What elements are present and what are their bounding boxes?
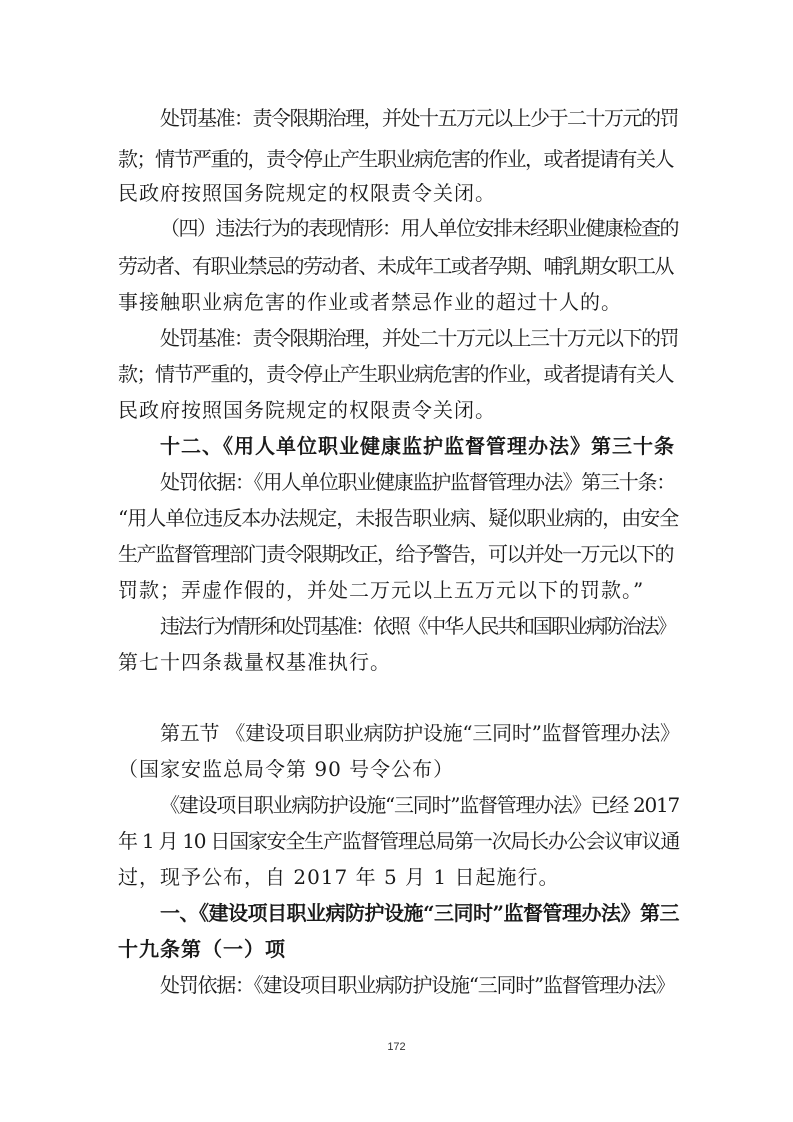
text-line: 款；情节严重的，责令停止产生职业病危害的作业，或者提请有关人 xyxy=(118,362,673,386)
text-line: 处罚依据：《建设项目职业病防护设施“三同时”监督管理办法》 xyxy=(160,973,675,997)
text-line: 处罚基准：责令限期治理，并处十五万元以上少于二十万元的罚 xyxy=(160,106,678,130)
text-line: “用人单位违反本办法规定，未报告职业病、疑似职业病的，由安全 xyxy=(118,506,679,530)
section-heading: 十二、《用人单位职业健康监护监督管理办法》第三十条 xyxy=(160,434,675,458)
text-line: 民政府按照国务院规定的权限责令关闭。 xyxy=(118,398,496,422)
text-line: 事接触职业病危害的作业或者禁忌作业的超过十人的。 xyxy=(118,290,622,314)
text-line: 《建设项目职业病防护设施“三同时”监督管理办法》已经 2017 xyxy=(160,793,679,817)
text-line: 年 1 月 10 日国家安全生产监督管理总局第一次局长办公会议审议通 xyxy=(118,829,680,853)
text-line: 款；情节严重的，责令停止产生职业病危害的作业，或者提请有关人 xyxy=(118,147,673,171)
text-line: 第七十四条裁量权基准执行。 xyxy=(118,650,391,674)
text-line: 处罚基准：责令限期治理，并处二十万元以上三十万元以下的罚 xyxy=(160,326,678,350)
page-number: 172 xyxy=(387,1041,406,1053)
chapter-subtitle: （国家安监总局令第 90 号令公布） xyxy=(118,757,455,781)
section-heading-continued: 十九条第（一）项 xyxy=(118,937,286,961)
text-line: 违法行为情形和处罚基准：依照《中华人民共和国职业病防治法》 xyxy=(160,614,675,638)
text-line: 过，现予公布，自 2017 年 5 月 1 日起施行。 xyxy=(118,865,560,889)
text-line: 处罚依据：《用人单位职业健康监护监督管理办法》第三十条： xyxy=(160,470,675,494)
text-line: 罚款；弄虚作假的，并处二万元以上五万元以下的罚款。” xyxy=(118,578,645,602)
text-line: 劳动者、有职业禁忌的劳动者、未成年工或者孕期、哺乳期女职工从 xyxy=(118,254,673,278)
text-line: 民政府按照国务院规定的权限责令关闭。 xyxy=(118,181,496,205)
text-line: 生产监督管理部门责令限期改正，给予警告，可以并处一万元以下的 xyxy=(118,542,673,566)
section-heading: 一、《建设项目职业病防护设施“三同时”监督管理办法》第三 xyxy=(160,901,680,925)
text-line: （四）违法行为的表现情形：用人单位安排未经职业健康检查的 xyxy=(160,216,678,240)
chapter-title: 第五节 《建设项目职业病防护设施“三同时”监督管理办法》 xyxy=(160,721,680,745)
